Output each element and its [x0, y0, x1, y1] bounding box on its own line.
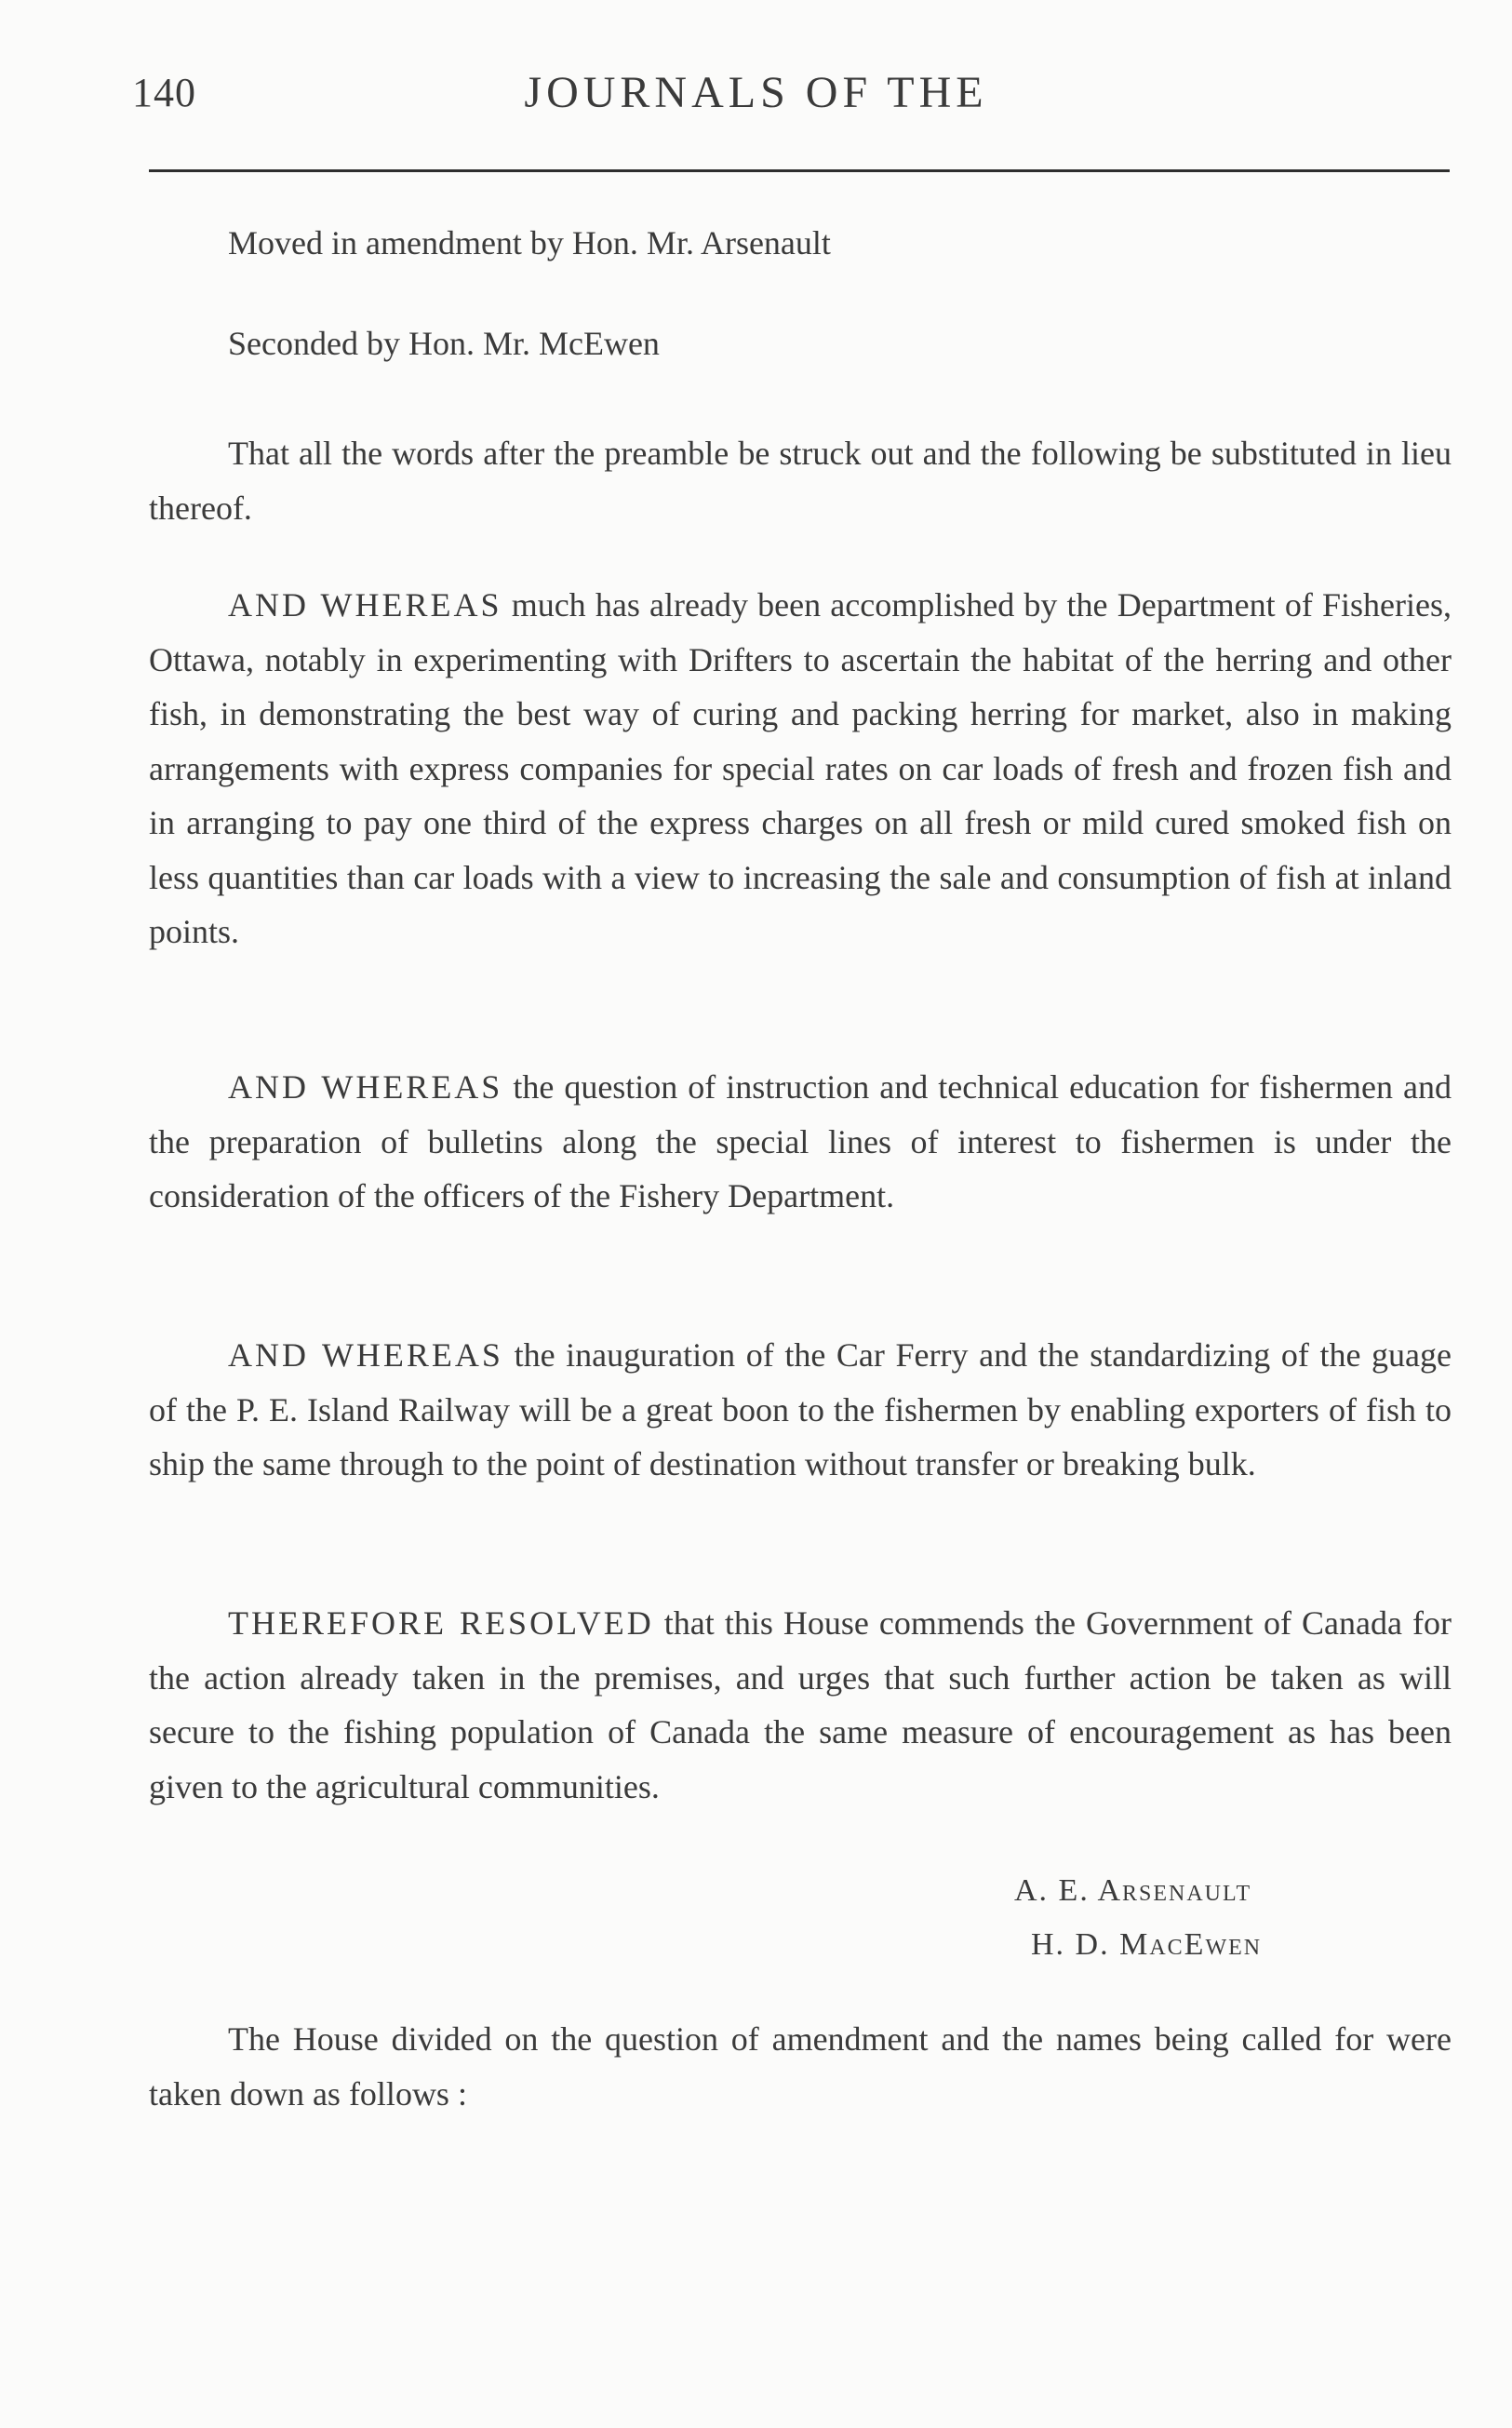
header-rule	[149, 169, 1450, 172]
amendment-paragraph	[149, 426, 1452, 535]
signature-arsenault: A. E. Arsenault	[1014, 1873, 1252, 1908]
paragraph-lead: AND WHEREAS	[228, 586, 502, 624]
resolution-paragraph	[149, 1596, 1452, 1814]
whereas-paragraph-car-ferry	[149, 1328, 1452, 1492]
signature-macewen: H. D. MacEwen	[1031, 1927, 1263, 1962]
seconded-by-line: Seconded by Hon. Mr. McEwen	[228, 325, 660, 362]
amendment-text: That all the words after the preamble be struck out and the following be substituted in lieu thereof.	[149, 435, 1452, 527]
paragraph-text: the question of instruction and technical education for fishermen and the preparation of bulletins along the special lines of interest to fishermen is under the consideration of the officers of the Fishery Department.	[149, 1068, 1452, 1214]
paragraph-lead: AND WHEREAS	[228, 1336, 503, 1374]
running-head: JOURNALS OF THE	[524, 68, 988, 117]
moved-by-line: Moved in amendment by Hon. Mr. Arsenault	[228, 224, 831, 262]
whereas-paragraph-education	[149, 1060, 1452, 1224]
paragraph-text: much has already been accomplished by the Department of Fisheries, Ottawa, notably in experimenting with Drifters to ascertain the habitat of the herring and other fish, in demonstrating the best way of curing and packing herring for market, also in making arrangements with express companies for special rates on car loads of fresh and frozen fish and in arranging to pay one third of the express charges on all fresh or mild cured smoked fish on less quantities than car loads with a view to increasing the sale and consumption of fish at inland points.	[149, 586, 1452, 950]
division-paragraph: The House divided on the question of amendment and the names being called for were taken down as follows :	[149, 2020, 1452, 2113]
paragraph-lead: AND WHEREAS	[228, 1068, 503, 1106]
page-number: 140	[132, 70, 196, 115]
whereas-paragraph-fisheries	[149, 578, 1452, 959]
paragraph-text: that this House commends the Government of Canada for the action already taken in the premises, and urges that such further action be taken as will secure to the fishing population of Canada the same measure of encouragement as has been given to the agricultural communities.	[149, 1604, 1452, 1805]
paragraph-text: the inauguration of the Car Ferry and the standardizing of the guage of the P. E. Island Railway will be a great boon to the fishermen by enabling exporters of fish to ship the same through to the point of destination without transfer or breaking bulk.	[149, 1336, 1452, 1482]
paragraph-lead: THEREFORE RESOLVED	[228, 1604, 654, 1642]
